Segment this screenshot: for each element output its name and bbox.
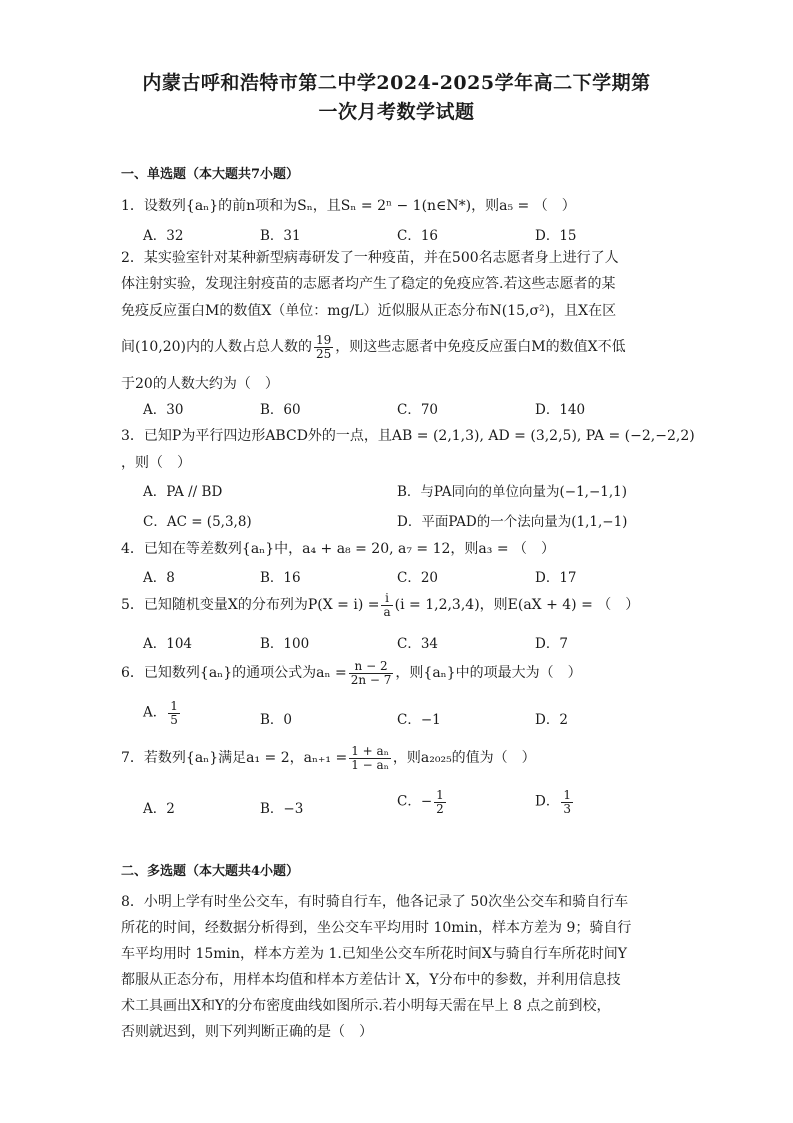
fraction-numerator: 1 + aₙ [351,744,389,758]
question-2-line-4 [121,334,626,360]
question-2-option-a: A．30 [143,402,184,418]
question-3-option-d: D．平面PAD的一个法向量为(1,1,−1) [397,514,628,530]
question-5-stem-start: 5．已知随机变量X的分布列为P(X = i) = [121,597,380,614]
question-6-stem [121,660,582,686]
question-5-stem-end: (i = 1,2,3,4)，则E(aX + 4) = （ ） [394,597,640,614]
question-6-option-b: B．0 [260,712,293,728]
option-label: A． [143,704,167,721]
question-5-option-d: D．7 [535,636,568,652]
question-6-options [143,700,683,736]
question-5-stem [121,592,639,618]
question-8-line-3: 车平均用时 15min，样本方差为 1.已知坐公交车所花时间X与骑自行车所花时间Y [121,946,628,962]
question-1-option-b: B．31 [260,228,301,244]
section-multiple-choice-heading: 二、多选题（本大题共4小题） [121,864,300,879]
question-1-option-d: D．15 [535,228,577,244]
question-2-line-4-start: 间(10,20)内的人数占总人数的 [121,339,313,356]
question-5-option-b: B．100 [260,636,310,652]
fraction-numerator: n − 2 [349,660,394,674]
question-4-option-a: A．8 [143,570,175,586]
question-6-option-d: D．2 [535,712,568,728]
question-4-stem: 4．已知在等差数列{aₙ}中，a₄ + a₈ = 20, a₇ = 12，则a₃ = （ ） [121,541,556,557]
question-7-option-b: B．−3 [260,801,304,817]
fraction-numerator: 1 [170,699,178,713]
fraction-denominator: 1 − aₙ [351,757,389,772]
question-4-option-b: B．16 [260,570,301,586]
question-7-stem-start: 7．若数列{aₙ}满足a₁ = 2，aₙ₊₁ = [121,750,348,767]
question-7-option-a: A．2 [143,801,175,817]
fraction-denominator: 25 [316,346,332,361]
fraction-denominator: 3 [563,801,571,816]
question-4-option-d: D．17 [535,570,577,586]
question-2-line-4-end: ，则这些志愿者中免疫反应蛋白M的数值X不低 [335,339,626,356]
option-label: D． [535,793,560,810]
question-7-option-c-fraction [434,789,446,815]
section-single-choice-heading: 一、单选题（本大题共7小题） [121,167,300,182]
fraction-denominator: a [383,604,391,619]
fraction-numerator: 19 [316,333,332,347]
question-2-line-1: 2．某实验室针对某种新型病毒研发了一种疫苗，并在500名志愿者身上进行了人 [121,250,619,266]
question-4-option-c: C．20 [397,570,439,586]
question-5-option-c: C．34 [397,636,439,652]
question-2-line-3: 免疫反应蛋白M的数值X（单位：mg/L）近似服从正态分布N(15,σ²)，且X在区 [121,303,617,319]
question-6-fraction [349,660,394,686]
question-7-option-d-fraction [561,789,573,815]
question-7-stem [121,745,536,771]
fraction-numerator: 1 [436,788,444,802]
fraction-denominator: 2n − 7 [350,672,392,687]
fraction-numerator: 1 [563,788,571,802]
question-3-option-b: B．与PA同向的单位向量为(−1,−1,1) [397,484,628,500]
question-8-line-6: 否则就迟到，则下列判断正确的是（ ） [121,1024,373,1040]
question-1-option-a: A．32 [143,228,184,244]
question-6-stem-end: ，则{aₙ}中的项最大为（ ） [395,665,582,682]
fraction-denominator: 2 [436,801,444,816]
question-6-option-a-fraction [168,700,180,726]
fraction-numerator: i [381,592,392,606]
question-7-options [143,789,683,825]
question-2-option-d: D．140 [535,402,586,418]
question-5-fraction [381,592,392,618]
question-2-option-c: C．70 [397,402,439,418]
question-7-fraction [349,745,391,771]
question-1-option-c: C．16 [397,228,439,244]
question-3-line-1: 3．已知P为平行四边形ABCD外的一点，且AB = (2,1,3), AD = (3,2,5), PA = (−2,−2,2) [121,428,695,444]
question-7-stem-end: ，则a₂₀₂₅的值为（ ） [392,750,536,767]
question-7-option-d [535,789,575,815]
question-8-line-5: 术工具画出X和Y的分布密度曲线如图所示.若小明每天需在早上 8 点之前到校， [121,998,611,1014]
question-6-stem-start: 6．已知数列{aₙ}的通项公式为aₙ = [121,665,347,682]
exam-title-line1: 内蒙古呼和浩特市第二中学2024-2025学年高二下学期第 [142,72,651,94]
question-6-option-a [143,700,182,726]
question-2-fraction [314,334,333,360]
question-8-line-1: 8．小明上学有时坐公交车，有时骑自行车，他各记录了 50次坐公交车和骑自行车 [121,894,629,910]
exam-title-line2: 一次月考数学试题 [318,101,475,123]
question-5-option-a: A．104 [143,636,193,652]
question-6-option-c: C．−1 [397,712,441,728]
question-3-option-a: A．PA // BD [143,484,223,500]
question-7-option-c [397,789,448,815]
question-2-option-b: B．60 [260,402,301,418]
option-label: C．− [397,793,433,810]
question-1-stem: 1．设数列{aₙ}的前n项和为Sₙ，且Sₙ = 2ⁿ − 1(n∈N*)，则a₅ = （ ） [121,198,576,214]
question-3-line-2: ，则（ ） [121,455,191,471]
question-2-line-2: 体注射实验，发现注射疫苗的志愿者均产生了稳定的免疫应答.若这些志愿者的某 [121,276,616,292]
question-8-line-2: 所花的时间，经数据分析得到，坐公交车平均用时 10min，样本方差为 9；骑自行 [121,920,632,936]
fraction-denominator: 5 [170,712,178,727]
question-3-option-c: C．AC = (5,3,8) [143,514,252,530]
question-8-line-4: 都服从正态分布，用样本均值和样本方差估计 X，Y分布中的参数，并利用信息技 [121,972,621,988]
question-2-line-5: 于20的人数大约为（ ） [121,376,279,392]
